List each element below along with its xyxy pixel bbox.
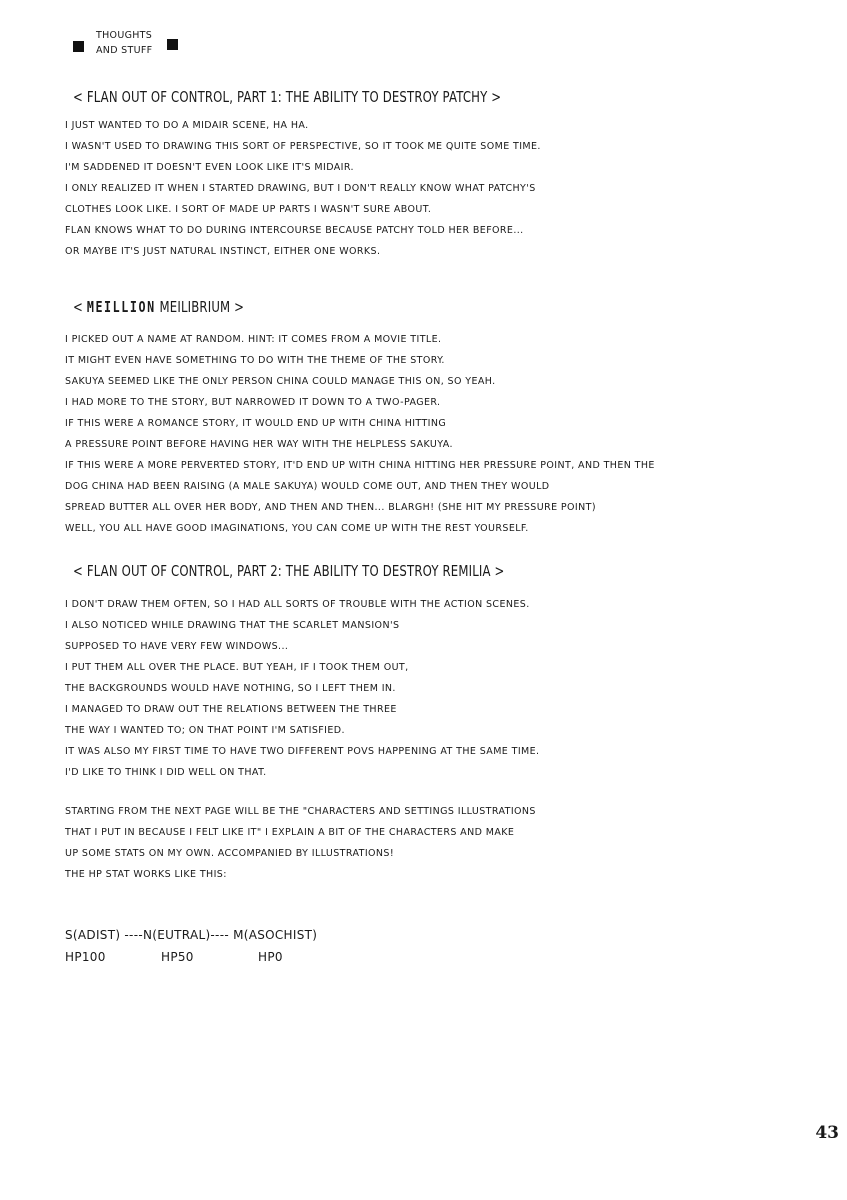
section-body-flan-part2 [65,594,539,783]
text-line: CLOTHES LOOK LIKE. I SORT OF MADE UP PARTS I WASN'T SURE ABOUT. [65,204,432,215]
text-line: OR MAYBE IT'S JUST NATURAL INSTINCT, EITHER ONE WORKS. [65,246,381,257]
hp-masochist-value: HP0 [258,950,283,964]
hp-neutral-value: HP50 [161,950,194,964]
text-line: I HAD MORE TO THE STORY, BUT NARROWED IT DOWN TO A TWO-PAGER. [65,397,441,408]
text-line: I PUT THEM ALL OVER THE PLACE. BUT YEAH, IF I TOOK THEM OUT, [65,662,409,673]
page-number: 43 [815,1123,839,1143]
square-bullet-icon [167,39,178,50]
text-line: STARTING FROM THE NEXT PAGE WILL BE THE "CHARACTERS AND SETTINGS ILLUSTRATIONS [65,806,536,817]
text-line: I'M SADDENED IT DOESN'T EVEN LOOK LIKE IT'S MIDAIR. [65,162,354,173]
header-text [96,28,152,58]
text-line: I WASN'T USED TO DRAWING THIS SORT OF PERSPECTIVE, SO IT TOOK ME QUITE SOME TIME. [65,141,541,152]
section-title-meillion [73,298,244,316]
text-line: I JUST WANTED TO DO A MIDAIR SCENE, HA HA. [65,120,309,131]
text-line: WELL, YOU ALL HAVE GOOD IMAGINATIONS, YOU CAN COME UP WITH THE REST YOURSELF. [65,523,529,534]
header-line-1: THOUGHTS [96,30,153,41]
text-line: UP SOME STATS ON MY OWN. ACCOMPANIED BY ILLUSTRATIONS! [65,848,395,859]
hp-scale [65,924,318,964]
text-line: I DON'T DRAW THEM OFTEN, SO I HAD ALL SORTS OF TROUBLE WITH THE ACTION SCENES. [65,599,530,610]
text-line: I ONLY REALIZED IT WHEN I STARTED DRAWING, BUT I DON'T REALLY KNOW WHAT PATCHY'S [65,183,536,194]
text-line: DOG CHINA HAD BEEN RAISING (A MALE SAKUYA) WOULD COME OUT, AND THEN THEY WOULD [65,481,550,492]
text-line: SAKUYA SEEMED LIKE THE ONLY PERSON CHINA COULD MANAGE THIS ON, SO YEAH. [65,376,496,387]
text-line: THAT I PUT IN BECAUSE I FELT LIKE IT" I EXPLAIN A BIT OF THE CHARACTERS AND MAKE [65,827,515,838]
closing-paragraph [65,801,536,885]
text-line: IT WAS ALSO MY FIRST TIME TO HAVE TWO DIFFERENT POVS HAPPENING AT THE SAME TIME. [65,746,540,757]
text-line: SPREAD BUTTER ALL OVER HER BODY, AND THEN AND THEN... BLARGH! (SHE HIT MY PRESSURE POINT) [65,502,596,513]
title-meillion-word: MEILLION [86,298,156,316]
title-bracket-open: < [73,298,87,316]
hp-sadist-value: HP100 [65,950,106,964]
text-line: I'D LIKE TO THINK I DID WELL ON THAT. [65,767,267,778]
text-line: I MANAGED TO DRAW OUT THE RELATIONS BETWEEN THE THREE [65,704,397,715]
section-body-flan-part1 [65,115,541,262]
section-title-flan-part2: < FLAN OUT OF CONTROL, PART 2: THE ABILITY TO DESTROY REMILIA > [73,562,505,580]
text-line: IF THIS WERE A ROMANCE STORY, IT WOULD END UP WITH CHINA HITTING [65,418,447,429]
text-line: IT MIGHT EVEN HAVE SOMETHING TO DO WITH THE THEME OF THE STORY. [65,355,445,366]
text-line: FLAN KNOWS WHAT TO DO DURING INTERCOURSE BECAUSE PATCHY TOLD HER BEFORE... [65,225,524,236]
text-line: A PRESSURE POINT BEFORE HAVING HER WAY WITH THE HELPLESS SAKUYA. [65,439,453,450]
section-title-flan-part1: < FLAN OUT OF CONTROL, PART 1: THE ABILITY TO DESTROY PATCHY > [73,88,502,106]
text-line: THE WAY I WANTED TO; ON THAT POINT I'M SATISFIED. [65,725,345,736]
title-meilibrium-word: MEILIBRIUM > [155,298,245,316]
text-line: THE BACKGROUNDS WOULD HAVE NOTHING, SO I LEFT THEM IN. [65,683,396,694]
hp-scale-axis: S(ADIST) ----N(EUTRAL)---- M(ASOCHIST) [65,928,318,942]
text-line: SUPPOSED TO HAVE VERY FEW WINDOWS... [65,641,289,652]
text-line: THE HP STAT WORKS LIKE THIS: [65,869,227,880]
header-line-2: AND STUFF [96,45,153,56]
text-line: IF THIS WERE A MORE PERVERTED STORY, IT'D END UP WITH CHINA HITTING HER PRESSURE POINT, AND THEN THE [65,460,655,471]
section-body-meillion [65,329,655,539]
text-line: I PICKED OUT A NAME AT RANDOM. HINT: IT COMES FROM A MOVIE TITLE. [65,334,442,345]
text-line: I ALSO NOTICED WHILE DRAWING THAT THE SCARLET MANSION'S [65,620,400,631]
square-bullet-icon [73,41,84,52]
